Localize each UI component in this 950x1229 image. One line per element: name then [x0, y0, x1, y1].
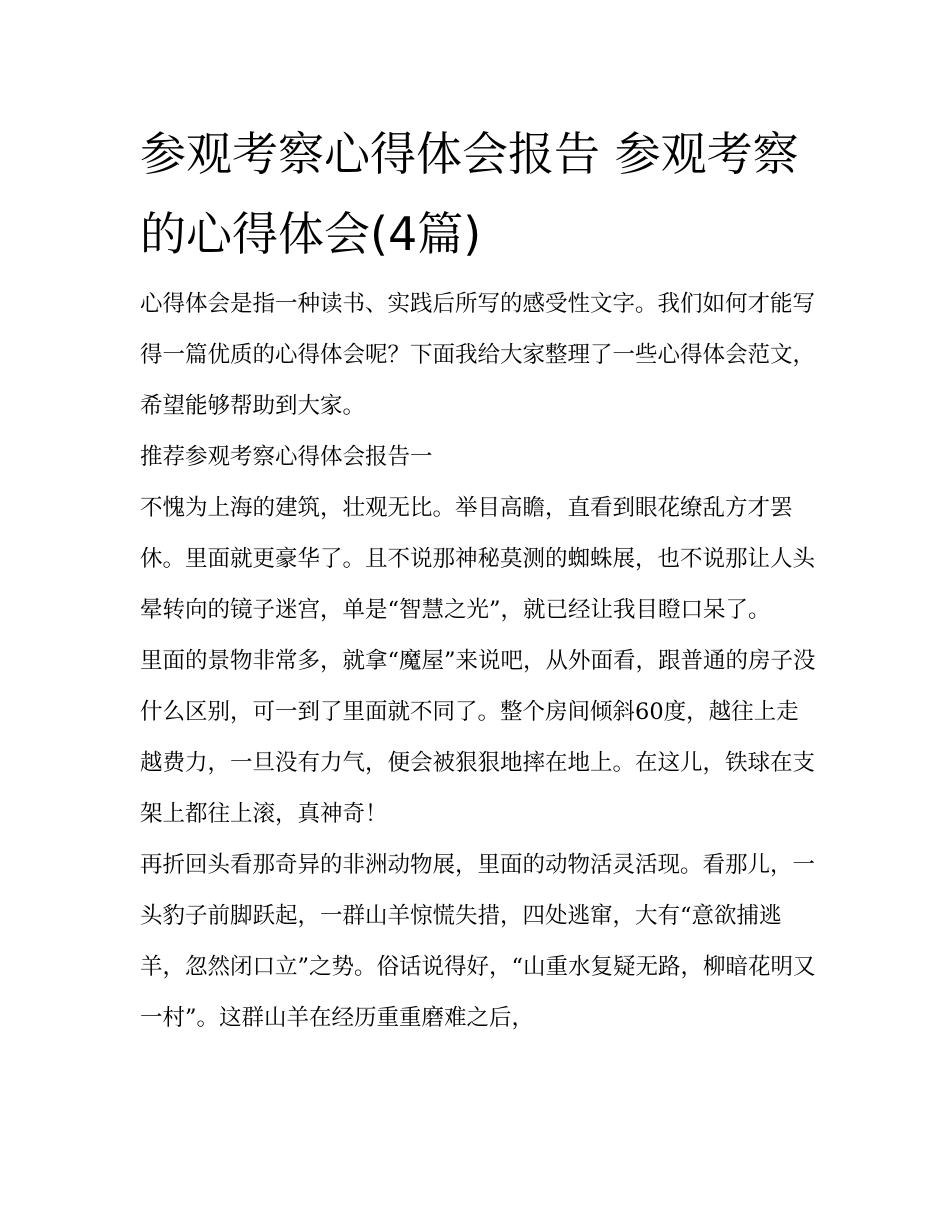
document-title: 参观考察心得体会报告 参观考察的心得体会(4篇)	[140, 127, 799, 261]
section-heading: 推荐参观考察心得体会报告一	[140, 444, 433, 470]
paragraph: 里面的景物非常多，就拿“魔屋”来说吧，从外面看，跟普通的房子没什么区别，可一到了里面就不同了。整个房间倾斜60度，越往上走越费力，一旦没有力气，便会被狠狠地摔在地上。在这儿，铁球在支架上都往上滚，真神奇！	[140, 648, 816, 827]
paragraph-intro: 心得体会是指一种读书、实践后所写的感受性文字。我们如何才能写得一篇优质的心得体会呢？下面我给大家整理了一些心得体会范文，希望能够帮助到大家。	[140, 291, 816, 419]
paragraph: 不愧为上海的建筑，壮观无比。举目高瞻，直看到眼花缭乱方才罢休。里面就更豪华了。且不说那神秘莫测的蜘蛛展，也不说那让人头晕转向的镜子迷宫，单是“智慧之光”，就已经让我目瞪口呆了。	[140, 495, 816, 623]
paragraph: 再折回头看那奇异的非洲动物展，里面的动物活灵活现。看那儿，一头豹子前脚跃起，一群山羊惊慌失措，四处逃窜，大有“意欲捕逃羊，忽然闭口立”之势。俗话说得好，“山重水复疑无路，柳暗花明又一村”。这群山羊在经历重重磨难之后，	[140, 852, 816, 1031]
document-body	[140, 279, 820, 1044]
